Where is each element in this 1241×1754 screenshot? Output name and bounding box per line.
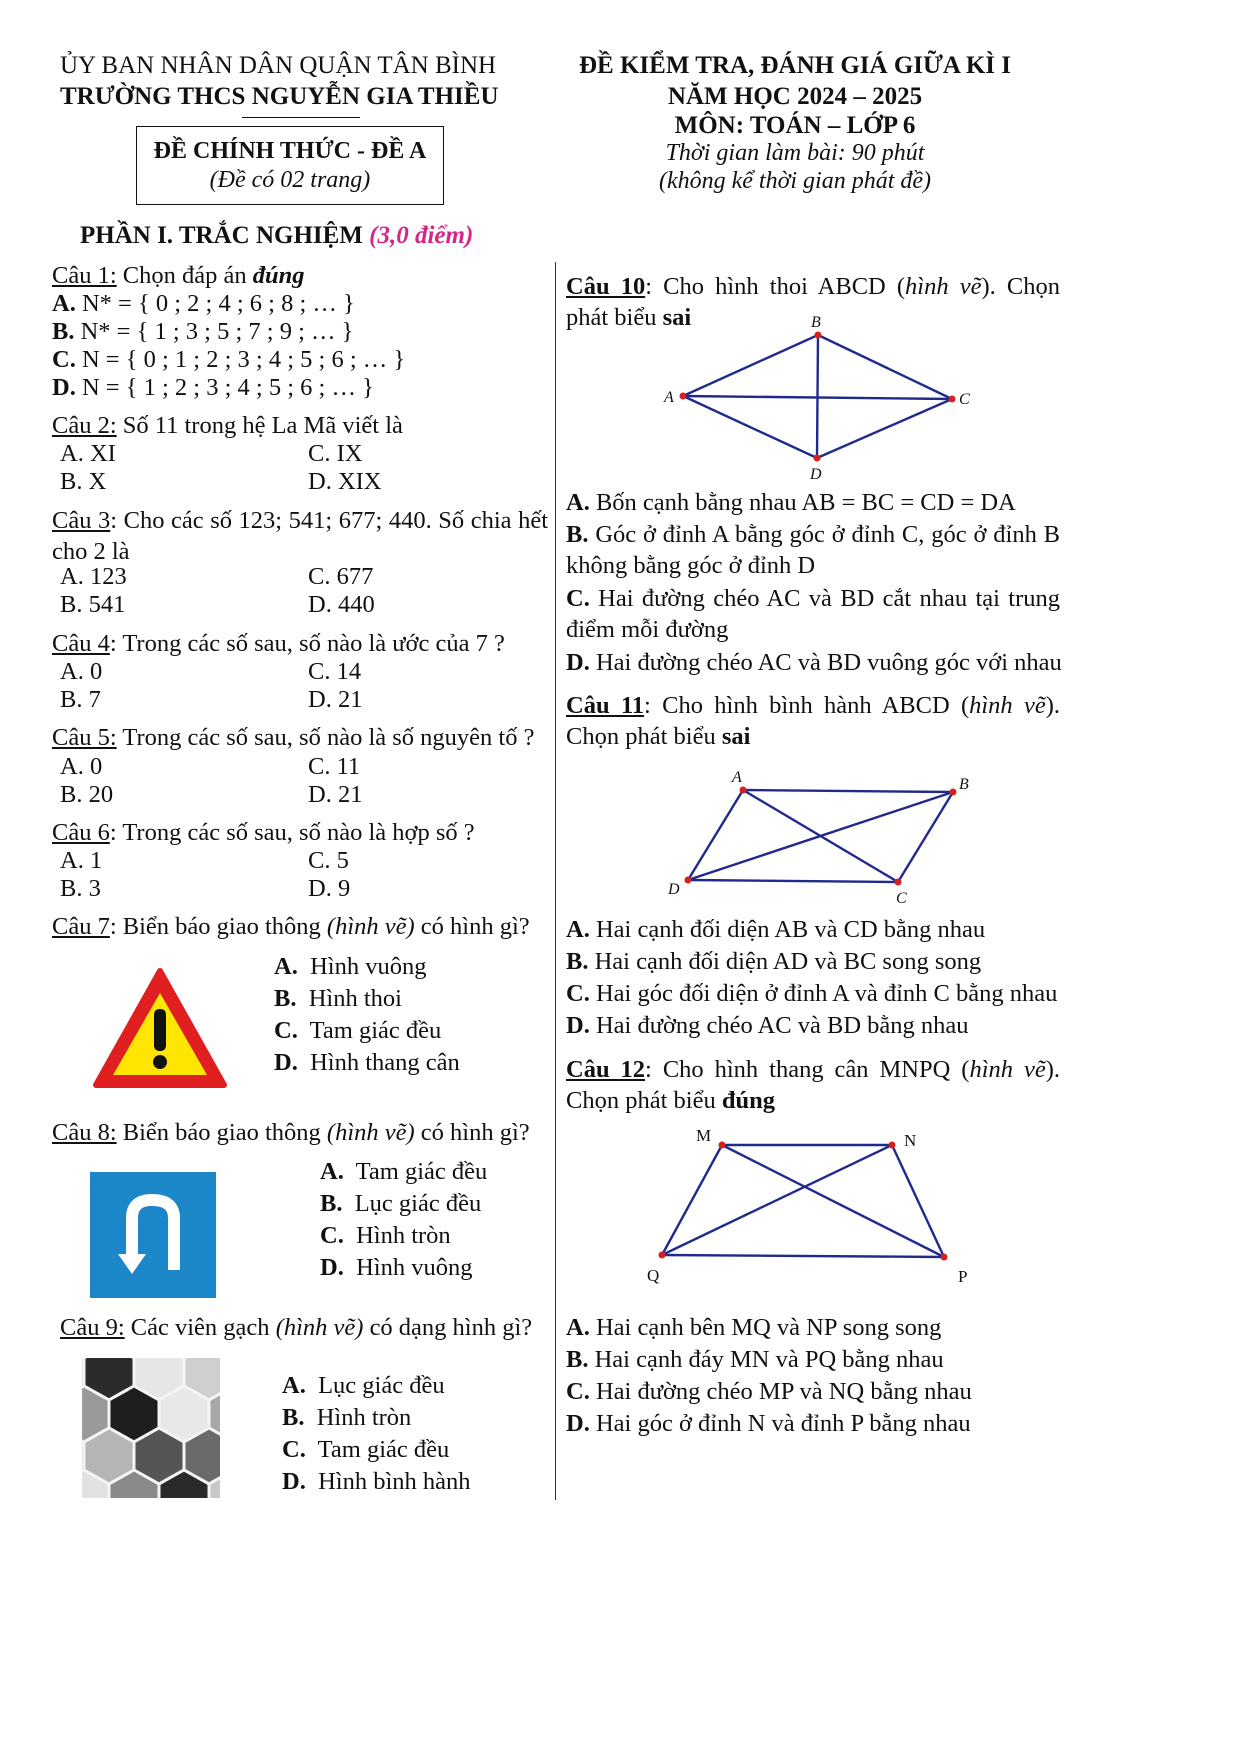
q9-option-c[interactable] <box>282 1434 449 1465</box>
parallelogram-side-ab <box>743 790 953 792</box>
q7-option-b[interactable] <box>274 983 402 1014</box>
q1-text: Chọn đáp án <box>116 262 253 289</box>
rhombus-side-bc <box>818 335 952 399</box>
subject: MÔN: TOÁN – LỚP 6 <box>674 112 916 139</box>
q2-d-letter: D. <box>308 468 332 495</box>
q11-b-text: Hai cạnh đối diện AD và BC song song <box>594 948 982 975</box>
q6-option-d[interactable] <box>308 873 350 904</box>
q4-label: Câu 4 <box>52 630 110 657</box>
q8-b-letter: B. <box>320 1190 343 1217</box>
q5-text: Trong các số sau, số nào là số nguyên tố ? <box>116 724 535 751</box>
point-b <box>815 332 822 339</box>
trapezoid-diagonal-nq <box>662 1145 892 1255</box>
point-b <box>950 789 957 796</box>
label-c: C <box>959 391 970 408</box>
label-c: C <box>896 890 907 907</box>
q9-d-text: Hình bình hành <box>318 1468 471 1495</box>
q5-label: Câu 5: <box>52 724 117 751</box>
q5-option-a[interactable] <box>60 751 102 782</box>
q7-text-pre: : Biển báo giao thông <box>109 913 327 940</box>
q2-option-b[interactable] <box>60 466 106 497</box>
q7-c-letter: C. <box>274 1017 298 1044</box>
q5-a-text: 0 <box>89 753 103 780</box>
q12-d-text: Hai góc ở đỉnh N và đỉnh P bằng nhau <box>595 1410 971 1437</box>
q1-emph: đúng <box>252 262 305 289</box>
q11-option-b[interactable] <box>566 946 981 977</box>
q9-b-letter: B. <box>282 1404 305 1431</box>
question-4 <box>52 628 505 659</box>
authority-name: ỦY BAN NHÂN DÂN QUẬN TÂN BÌNH <box>60 52 497 79</box>
q2-b-text: X <box>88 468 107 495</box>
q9-text-post: có dạng hình gì? <box>363 1314 533 1341</box>
q2-label: Câu 2: <box>52 412 117 439</box>
q8-text-post: có hình gì? <box>414 1119 530 1146</box>
q1-a-letter: A. <box>52 290 76 317</box>
q5-b-text: 20 <box>88 781 114 808</box>
label-q: Q <box>647 1266 660 1285</box>
label-d: D <box>668 881 680 898</box>
q3-text: : Cho các số 123; 541; 677; 440. Số chia hết cho 2 là <box>52 507 549 565</box>
q6-text: : Trong các số sau, số nào là hợp số ? <box>109 819 475 846</box>
q1-option-b[interactable] <box>52 316 353 347</box>
q8-b-text: Lục giác đều <box>354 1190 482 1217</box>
label-d: D <box>810 466 822 483</box>
q4-b-text: 7 <box>88 686 101 713</box>
q10-d-text: Hai đường chéo AC và BD vuông góc với nhau <box>595 649 1062 676</box>
q9-b-text: Hình tròn <box>316 1404 412 1431</box>
q3-label: Câu 3 <box>52 507 111 534</box>
exam-time-note: (không kể thời gian phát đề) <box>658 168 932 194</box>
q12-b-text: Hai cạnh đáy MN và PQ bằng nhau <box>594 1346 944 1373</box>
q12-text-post: ). Chọn phát biểu <box>566 1056 1061 1114</box>
question-8 <box>52 1117 530 1148</box>
q8-option-d[interactable] <box>320 1252 472 1283</box>
label-b: B <box>959 776 969 793</box>
q3-c-text: 677 <box>336 563 374 590</box>
point-a <box>740 787 747 794</box>
q11-text-post: ). Chọn phát biểu <box>566 692 1061 750</box>
label-a: A <box>664 389 674 406</box>
q8-c-letter: C. <box>320 1222 344 1249</box>
q10-text-post: ). Chọn phát biểu <box>566 273 1060 331</box>
q8-d-text: Hình vuông <box>356 1254 473 1281</box>
q9-text-pre: Các viên gạch <box>124 1314 276 1341</box>
q7-label: Câu 7 <box>52 913 110 940</box>
point-d <box>685 877 692 884</box>
parallelogram-figure <box>660 765 990 910</box>
q2-c-letter: C. <box>308 440 331 467</box>
q4-c-text: 14 <box>336 658 362 685</box>
q6-option-b[interactable] <box>60 873 101 904</box>
q12-a-text: Hai cạnh bên MQ và NP song song <box>595 1314 942 1341</box>
q1-option-d[interactable] <box>52 372 374 403</box>
q1-label: Câu 1: <box>52 262 117 289</box>
point-a <box>680 393 687 400</box>
q11-d-letter: D. <box>566 1012 590 1039</box>
q4-option-c[interactable] <box>308 656 361 687</box>
q7-option-a[interactable] <box>274 951 426 982</box>
q4-c-letter: C. <box>308 658 331 685</box>
q8-text-it: (hình vẽ) <box>326 1119 415 1146</box>
q12-d-letter: D. <box>566 1410 590 1437</box>
q11-text-it: hình vẽ <box>969 692 1046 719</box>
q10-a-letter: A. <box>566 489 590 516</box>
trapezoid-leg-mq <box>662 1145 722 1255</box>
question-3 <box>52 505 548 567</box>
isosceles-trapezoid-figure <box>640 1125 980 1295</box>
q11-option-a[interactable] <box>566 914 985 945</box>
parallelogram-side-cd <box>688 880 898 882</box>
q12-option-b[interactable] <box>566 1344 944 1375</box>
q9-d-letter: D. <box>282 1468 306 1495</box>
q6-d-letter: D. <box>308 875 332 902</box>
q9-option-b[interactable] <box>282 1402 411 1433</box>
q9-c-letter: C. <box>282 1436 306 1463</box>
q1-c-text: N = { 0 ; 1 ; 2 ; 3 ; 4 ; 5 ; 6 ; … } <box>81 346 406 373</box>
q6-label: Câu 6 <box>52 819 110 846</box>
q3-d-letter: D. <box>308 591 332 618</box>
q4-option-d[interactable] <box>308 684 362 715</box>
q3-a-letter: A. <box>60 563 84 590</box>
q6-option-a[interactable] <box>60 845 102 876</box>
q11-c-letter: C. <box>566 980 590 1007</box>
point-c <box>949 396 956 403</box>
q2-option-a[interactable] <box>60 438 116 469</box>
parallelogram-side-da <box>688 790 743 880</box>
q4-a-letter: A. <box>60 658 84 685</box>
q9-c-text: Tam giác đều <box>317 1436 450 1463</box>
q2-a-text: XI <box>89 440 116 467</box>
q11-d-text: Hai đường chéo AC và BD bằng nhau <box>595 1012 969 1039</box>
q8-label: Câu 8: <box>52 1119 117 1146</box>
q12-option-d[interactable] <box>566 1408 971 1439</box>
question-6 <box>52 817 475 848</box>
q12-a-letter: A. <box>566 1314 590 1341</box>
q7-text-it: (hình vẽ) <box>326 913 415 940</box>
q8-option-b[interactable] <box>320 1188 481 1219</box>
q11-emph: sai <box>721 723 751 750</box>
q11-c-text: Hai góc đối diện ở đỉnh A và đỉnh C bằng nhau <box>595 980 1058 1007</box>
q10-option-c[interactable] <box>566 583 1060 645</box>
trapezoid-leg-np <box>892 1145 944 1257</box>
q6-b-text: 3 <box>88 875 101 902</box>
q12-text-it: hình vẽ <box>969 1056 1046 1083</box>
q1-option-a[interactable] <box>52 288 355 319</box>
q4-d-text: 21 <box>337 686 363 713</box>
parallelogram-side-bc <box>898 792 953 882</box>
q11-label: Câu 11 <box>566 692 645 719</box>
q12-c-letter: C. <box>566 1378 590 1405</box>
q9-text-it: (hình vẽ) <box>275 1314 364 1341</box>
point-p <box>941 1254 948 1261</box>
q11-a-letter: A. <box>566 916 590 943</box>
q12-label: Câu 12 <box>566 1056 646 1083</box>
q5-d-text: 21 <box>337 781 363 808</box>
q3-option-a[interactable] <box>60 561 127 592</box>
q10-a-text: Bốn cạnh bằng nhau AB = BC = CD = DA <box>595 489 1016 516</box>
q7-option-c[interactable] <box>274 1015 441 1046</box>
q9-a-letter: A. <box>282 1372 306 1399</box>
school-name: TRƯỜNG THCS NGUYỄN GIA THIỀU <box>60 83 499 110</box>
q10-emph: sai <box>662 304 692 331</box>
school-underline <box>242 117 360 118</box>
section-points: (3,0 điểm) <box>369 222 474 249</box>
question-12 <box>566 1054 1060 1116</box>
question-7 <box>52 911 530 942</box>
q2-option-d[interactable] <box>308 466 382 497</box>
q2-option-c[interactable] <box>308 438 362 469</box>
q1-a-text: N* = { 0 ; 2 ; 4 ; 6 ; 8 ; … } <box>81 290 355 317</box>
q10-b-text: Góc ở đỉnh A bằng góc ở đỉnh C, góc ở đỉnh B không bằng góc ở đỉnh D <box>566 521 1061 579</box>
question-2 <box>52 410 403 441</box>
q6-c-letter: C. <box>308 847 331 874</box>
q9-option-d[interactable] <box>282 1466 471 1497</box>
q10-d-letter: D. <box>566 649 590 676</box>
q7-c-text: Tam giác đều <box>309 1017 442 1044</box>
q1-d-letter: D. <box>52 374 76 401</box>
q9-option-a[interactable] <box>282 1370 445 1401</box>
q5-b-letter: B. <box>60 781 83 808</box>
q8-d-letter: D. <box>320 1254 344 1281</box>
q12-emph: đúng <box>721 1087 775 1114</box>
q3-d-text: 440 <box>337 591 375 618</box>
point-d <box>814 455 821 462</box>
section-title-text: PHẦN I. TRẮC NGHIỆM <box>80 222 363 249</box>
q11-text-pre: : Cho hình bình hành ABCD ( <box>644 692 970 719</box>
trapezoid-diagonal-mp <box>722 1145 944 1257</box>
q12-text-pre: : Cho hình thang cân MNPQ ( <box>645 1056 970 1083</box>
q2-d-text: XIX <box>337 468 382 495</box>
q3-a-text: 123 <box>89 563 127 590</box>
rhombus-side-ab <box>683 335 818 396</box>
point-n <box>889 1142 896 1149</box>
q5-option-b[interactable] <box>60 779 113 810</box>
q6-b-letter: B. <box>60 875 83 902</box>
q12-c-text: Hai đường chéo MP và NQ bằng nhau <box>595 1378 972 1405</box>
q10-c-text: Hai đường chéo AC và BD cắt nhau tại trung điểm mỗi đường <box>566 585 1060 643</box>
q5-option-d[interactable] <box>308 779 362 810</box>
q10-text-it: hình vẽ <box>905 273 982 300</box>
label-p: P <box>958 1267 968 1286</box>
page-count: (Đề có 02 trang) <box>209 167 371 193</box>
q6-a-text: 1 <box>89 847 103 874</box>
hexagon-tiles-icon <box>82 1358 220 1498</box>
q5-c-text: 11 <box>336 753 361 780</box>
q1-b-text: N* = { 1 ; 3 ; 5 ; 7 ; 9 ; … } <box>80 318 354 345</box>
point-c <box>895 879 902 886</box>
q7-d-letter: D. <box>274 1049 298 1076</box>
q1-c-letter: C. <box>52 346 76 373</box>
q10-b-letter: B. <box>566 521 589 548</box>
q6-d-text: 9 <box>337 875 351 902</box>
q3-option-c[interactable] <box>308 561 373 592</box>
point-m <box>719 1142 726 1149</box>
q8-a-text: Tam giác đều <box>355 1158 488 1185</box>
label-m: M <box>696 1126 712 1145</box>
q1-b-letter: B. <box>52 318 75 345</box>
q8-c-text: Hình tròn <box>356 1222 451 1249</box>
q3-c-letter: C. <box>308 563 331 590</box>
q6-c-text: 5 <box>336 847 349 874</box>
q3-option-b[interactable] <box>60 589 125 620</box>
q10-text-pre: : Cho hình thoi ABCD ( <box>645 273 906 300</box>
rhombus-diagonal-bd <box>817 335 818 458</box>
question-1 <box>52 260 305 291</box>
warning-sign-icon <box>90 965 230 1093</box>
question-11 <box>566 690 1060 752</box>
q2-b-letter: B. <box>60 468 83 495</box>
q7-b-text: Hình thoi <box>308 985 402 1012</box>
q1-option-c[interactable] <box>52 344 405 375</box>
q4-option-a[interactable] <box>60 656 102 687</box>
q9-a-text: Lục giác đều <box>318 1372 445 1399</box>
q2-a-letter: A. <box>60 440 84 467</box>
q4-option-b[interactable] <box>60 684 101 715</box>
rhombus-side-da <box>683 396 817 458</box>
rhombus-figure <box>650 310 990 488</box>
q1-d-text: N = { 1 ; 2 ; 3 ; 4 ; 5 ; 6 ; … } <box>81 374 374 401</box>
q3-b-letter: B. <box>60 591 83 618</box>
column-divider <box>555 262 556 1500</box>
q7-option-d[interactable] <box>274 1047 460 1078</box>
section-title <box>80 222 473 250</box>
label-b: B <box>811 314 821 331</box>
q7-b-letter: B. <box>274 985 297 1012</box>
q10-c-letter: C. <box>566 585 590 612</box>
q7-a-letter: A. <box>274 953 298 980</box>
q8-option-a[interactable] <box>320 1156 487 1187</box>
rhombus-side-cd <box>817 399 952 458</box>
q6-option-c[interactable] <box>308 845 349 876</box>
q11-a-text: Hai cạnh đối diện AB và CD bằng nhau <box>595 916 986 943</box>
q12-option-a[interactable] <box>566 1312 941 1343</box>
q3-option-d[interactable] <box>308 589 375 620</box>
q2-text: Số 11 trong hệ La Mã viết là <box>116 412 403 439</box>
q10-label: Câu 10 <box>566 273 646 300</box>
point-q <box>659 1252 666 1259</box>
q4-b-letter: B. <box>60 686 83 713</box>
q7-d-text: Hình thang cân <box>310 1049 460 1076</box>
q11-option-c[interactable] <box>566 978 1057 1009</box>
school-year: NĂM HỌC 2024 – 2025 <box>667 83 923 110</box>
q4-text: : Trong các số sau, số nào là ước của 7 ? <box>109 630 505 657</box>
q6-a-letter: A. <box>60 847 84 874</box>
q11-option-d[interactable] <box>566 1010 969 1041</box>
q2-c-text: IX <box>336 440 363 467</box>
q10-option-d[interactable] <box>566 647 1062 678</box>
q8-option-c[interactable] <box>320 1220 451 1251</box>
q7-a-text: Hình vuông <box>310 953 427 980</box>
q10-option-b[interactable] <box>566 519 1060 581</box>
q3-b-text: 541 <box>88 591 126 618</box>
exam-title: ĐỀ KIỂM TRA, ĐÁNH GIÁ GIỮA KÌ I <box>579 52 1011 79</box>
q5-d-letter: D. <box>308 781 332 808</box>
q4-a-text: 0 <box>89 658 103 685</box>
q12-b-letter: B. <box>566 1346 589 1373</box>
question-5 <box>52 722 534 753</box>
q5-option-c[interactable] <box>308 751 360 782</box>
question-9 <box>60 1312 532 1343</box>
q5-a-letter: A. <box>60 753 84 780</box>
parallelogram-diagonal-bd <box>688 792 953 880</box>
exam-time: Thời gian làm bài: 90 phút <box>665 140 925 166</box>
q12-option-c[interactable] <box>566 1376 972 1407</box>
q8-a-letter: A. <box>320 1158 344 1185</box>
trapezoid-base-pq <box>662 1255 944 1257</box>
q10-option-a[interactable] <box>566 487 1060 518</box>
label-n: N <box>904 1131 917 1150</box>
q8-text-pre: Biển báo giao thông <box>116 1119 327 1146</box>
q5-c-letter: C. <box>308 753 331 780</box>
q9-label: Câu 9: <box>60 1314 125 1341</box>
q4-d-letter: D. <box>308 686 332 713</box>
label-a: A <box>732 769 742 786</box>
q11-b-letter: B. <box>566 948 589 975</box>
official-label: ĐỀ CHÍNH THỨC - ĐỀ A <box>153 138 427 164</box>
u-turn-sign-icon <box>90 1172 216 1298</box>
q7-text-post: có hình gì? <box>414 913 530 940</box>
